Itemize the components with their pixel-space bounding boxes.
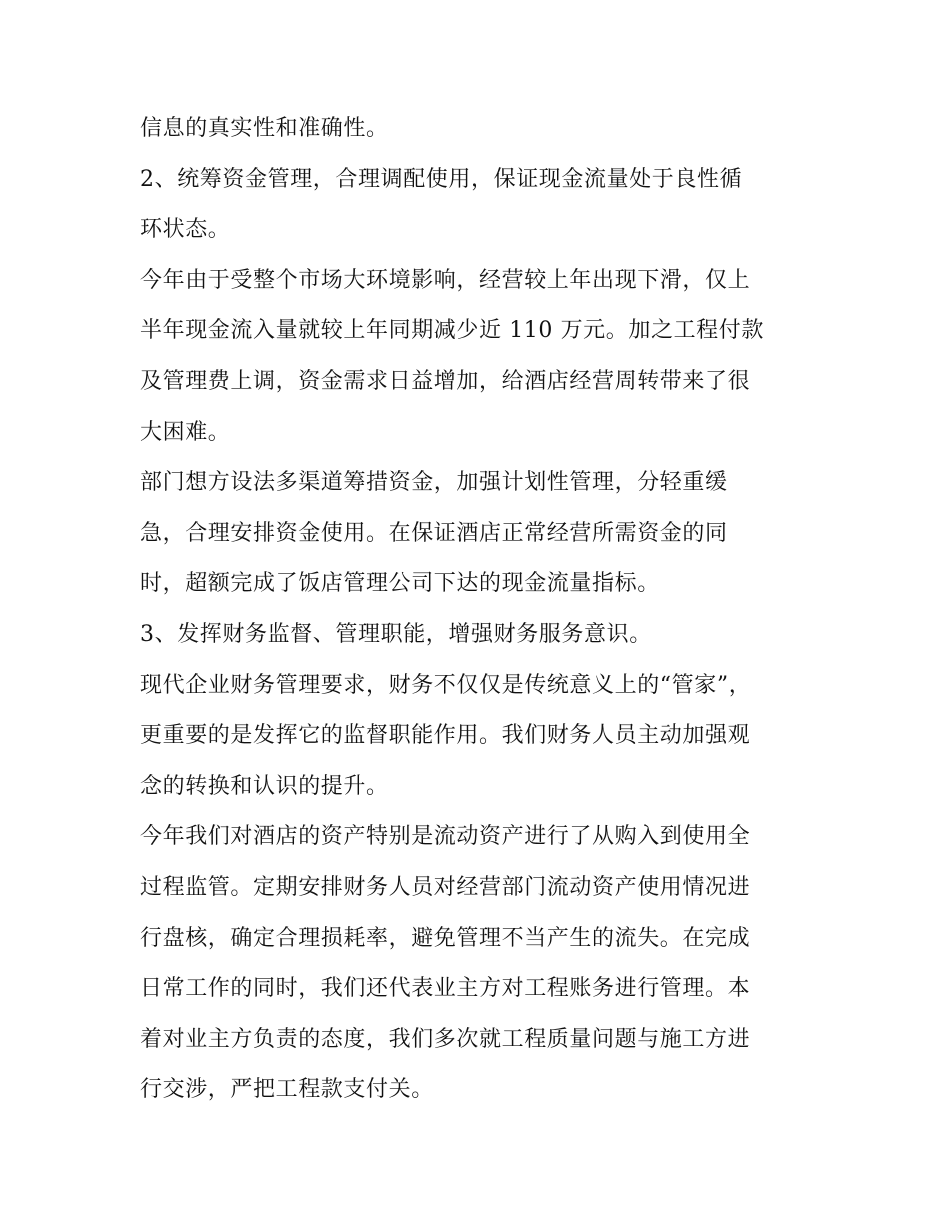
document-body <box>140 104 820 1116</box>
text-line-11: 3、发挥财务监督、管理职能，增强财务服务意识。 <box>140 621 652 647</box>
text-line-18: 日常工作的同时，我们还代表业主方对工程账务进行管理。本 <box>140 976 751 1002</box>
text-line-10: 时，超额完成了饭店管理公司下达的现金流量指标。 <box>140 571 660 597</box>
text-line-15: 今年我们对酒店的资产特别是流动资产进行了从购入到使用全 <box>140 824 751 850</box>
text-line-13: 更重要的是发挥它的监督职能作用。我们财务人员主动加强观 <box>140 723 751 749</box>
text-line-2: 2、统筹资金管理，合理调配使用，保证现金流量处于良性循 <box>140 166 743 192</box>
text-line-16: 过程监管。定期安排财务人员对经营部门流动资产使用情况进 <box>140 874 751 900</box>
text-line-6: 及管理费上调，资金需求日益增加，给酒店经营周转带来了很 <box>140 368 751 394</box>
text-line-19: 着对业主方负责的态度，我们多次就工程质量问题与施工方进 <box>140 1026 751 1052</box>
text-line-17: 行盘核，确定合理损耗率，避免管理不当产生的流失。在完成 <box>140 925 751 951</box>
text-line-9: 急，合理安排资金使用。在保证酒店正常经营所需资金的同 <box>140 520 728 546</box>
text-line-1: 信息的真实性和准确性。 <box>140 116 389 141</box>
text-line-5: 半年现金流入量就较上年同期减少近 110 万元。加之工程付款 <box>140 318 764 344</box>
text-line-4: 今年由于受整个市场大环境影响，经营较上年出现下滑，仅上 <box>140 267 751 293</box>
text-line-12: 现代企业财务管理要求，财务不仅仅是传统意义上的“管家”， <box>140 672 752 698</box>
text-line-20: 行交涉，严把工程款支付关。 <box>140 1077 434 1103</box>
text-line-3: 环状态。 <box>140 217 231 243</box>
text-line-14: 念的转换和认识的提升。 <box>140 773 389 799</box>
text-line-7: 大困难。 <box>140 419 231 445</box>
text-line-8: 部门想方设法多渠道筹措资金，加强计划性管理，分轻重缓 <box>140 470 728 496</box>
